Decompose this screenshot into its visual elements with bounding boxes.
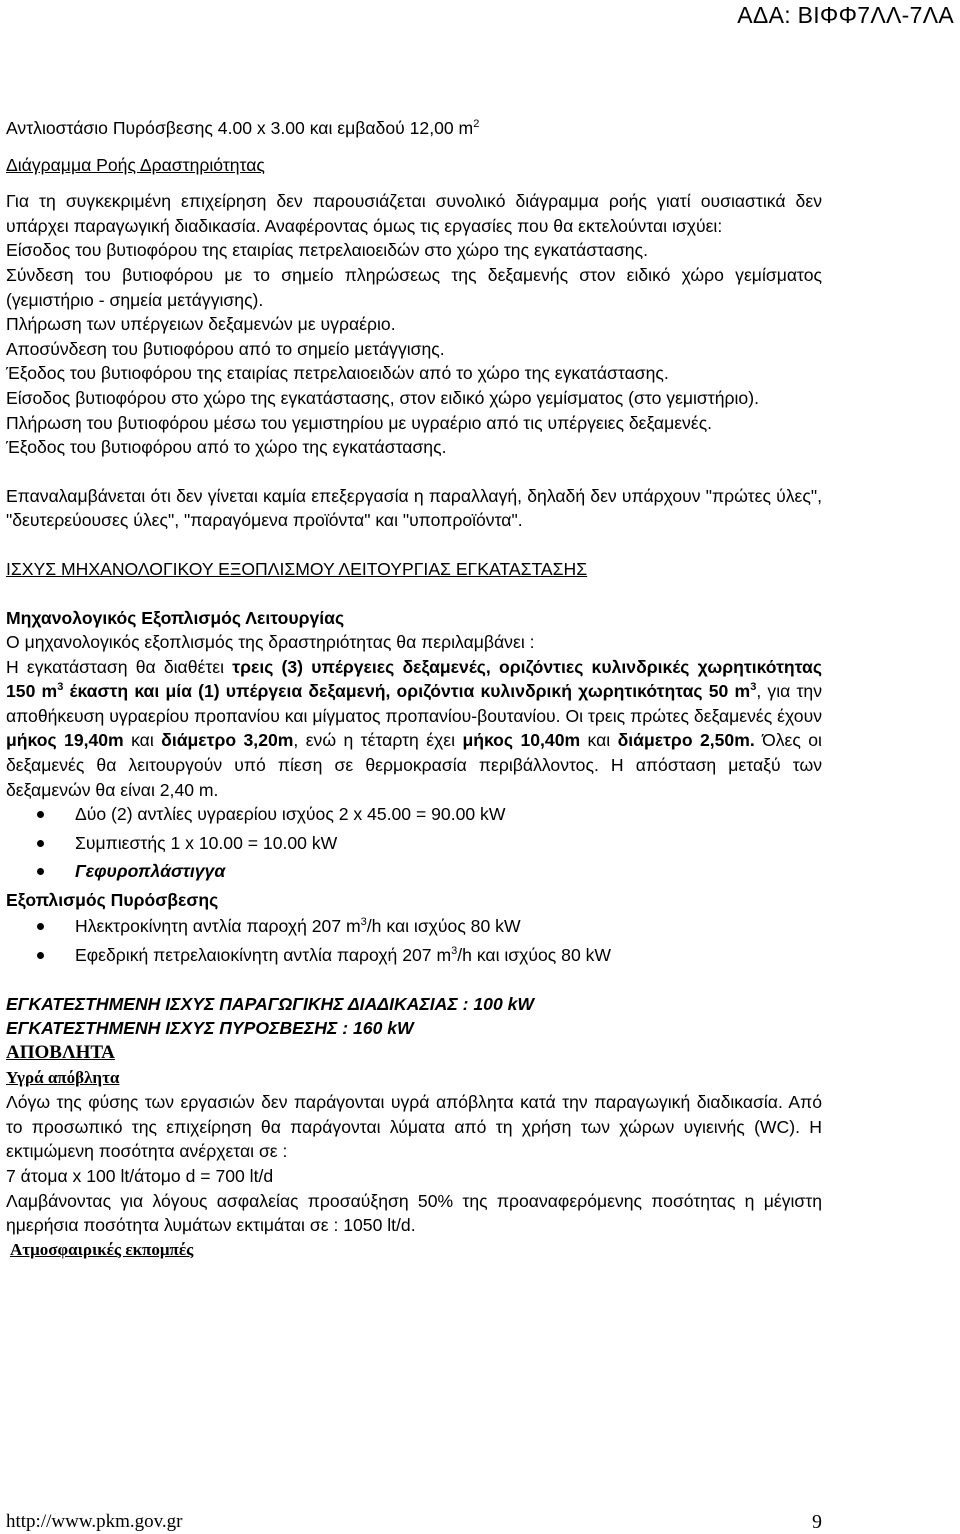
flow-step: Πλήρωση του βυτιοφόρου μέσω του γεμιστηρίου με υγραέριο από τις υπέργειες δεξαμενές. [6,412,713,433]
no-processing-paragraph: Επαναλαμβάνεται ότι δεν γίνεται καμία επεξεργασία η παραλλαγή, δηλαδή δεν υπάρχουν "πρώτες ύλες", "δευτερεύουσες ύλες", "παραγόμενα προϊόντα" και "υποπροϊόντα". [6,485,822,531]
flow-step: Είσοδος του βυτιοφόρου της εταιρίας πετρελαιοειδών στο χώρο της εγκατάστασης. [6,240,648,261]
tanks-paragraph: Η εγκατάσταση θα διαθέτει τρεις (3) υπέργειες δεξαμενές, οριζόντιες κυλινδρικές χωρητικότητας 150 $m^3$ έκαστη και μία (1) υπέργεια δεξαμενή, οριζόντια κυλινδρική χωρητικότητας 50 $m^3$, για την αποθήκευση υγραερίου προπανίου και μίγματος προπανίου-βουτανίου. Οι τρεις πρώτες δεξαμενές έχουν μήκος 19,40m και διάμετρο 3,20m, ενώ η τέταρτη έχει μήκος 10,40m και διάμετρο 2,50m. Όλες οι δεξαμενές θα λειτουργούν υπό πίεση σε θερμοκρασία περιβάλλοντος. Η απόσταση μεταξύ των δεξαμενών θα είναι 2,40 m. [6,656,822,800]
equipment-title: Μηχανολογικός Εξοπλισμός Λειτουργίας [6,607,345,628]
air-emissions-title: Ατμοσφαιρικές εκπομπές [10,1239,194,1259]
installed-power-production: ΕΓΚΑΤΕΣΤΗΜΕΝΗ ΙΣΧΥΣ ΠΑΡΑΓΩΓΙΚΗΣ ΔΙΑΔΙΚΑΣΙΑΣ : 100 kW [6,993,535,1014]
flow-step: Έξοδος του βυτιοφόρου της εταιρίας πετρελαιοειδών από το χώρο της εγκατάστασης. [6,363,669,384]
list-item: Δύο (2) αντλίες υγραερίου ισχύος 2 x 45.00 = 90.00 kW [6,802,822,827]
equipment-list [6,802,822,884]
waste-calculation: 7 άτομα x 100 lt/άτομο d = 700 lt/d [6,1165,274,1186]
list-item: Γεφυροπλάστιγγα [6,859,822,884]
list-item: Συμπιεστής 1 x 10.00 = 10.00 kW [6,831,822,856]
installed-power-fire: ΕΓΚΑΤΕΣΤΗΜΕΝΗ ΙΣΧΥΣ ΠΥΡΟΣΒΕΣΗΣ : 160 kW [6,1018,414,1039]
footer-url: http://www.pkm.gov.gr [6,1511,183,1532]
equipment-intro: Ο μηχανολογικός εξοπλισμός της δραστηριότητας θα περιλαμβάνει : [6,632,535,653]
flow-step: Αποσύνδεση του βυτιοφόρου από το σημείο μετάγγισης. [6,338,445,359]
page-number: 9 [812,1511,822,1533]
flow-step: Έξοδος του βυτιοφόρου από το χώρο της εγκατάστασης. [6,437,447,458]
flow-step: Πλήρωση των υπέργειων δεξαμενών με υγραέριο. [6,314,396,335]
fire-equipment-list [6,914,822,968]
flow-paragraph: Για τη συγκεκριμένη επιχείρηση δεν παρουσιάζεται συνολικό διάγραμμα ροής γιατί ουσιαστικά δεν υπάρχει παραγωγική διαδικασία. Αναφέροντας όμως τις εργασίες που θα εκτελούνται ισχύει: [6,191,822,236]
liquid-waste-paragraph: Λόγω της φύσης των εργασιών δεν παράγονται υγρά απόβλητα κατά την παραγωγική διαδικασία. Από το προσωπικό της επιχείρηση θα παράγονται λύματα από τη χρήση των χώρων υγιεινής (WC). Η εκτιμώμενη ποσότητα ανέρχεται σε : [6,1092,822,1162]
waste-heading: ΑΠΟΒΛΗΤΑ [6,1042,115,1063]
list-item: Εφεδρική πετρελαιοκίνητη αντλία παροχή 207 $m^3/h$ και ισχύος 80 kW [6,943,822,968]
flow-step: Είσοδος βυτιοφόρου στο χώρο της εγκατάστασης, στον ειδικό χώρο γεμίσματος (στο γεμιστήριο). [6,387,759,408]
fire-equipment-title: Εξοπλισμός Πυρόσβεσης [6,890,219,911]
page-body [6,116,822,1262]
list-item: Ηλεκτροκίνητη αντλία παροχή 207 $m^3/h$ και ισχύος 80 kW [6,914,822,939]
safety-margin-paragraph: Λαμβάνοντας για λόγους ασφαλείας προσαύξηση 50% της προαναφερόμενης ποσότητας η μέγιστη ημερήσια ποσότητα λυμάτων εκτιμάται σε : 1050 lt/d. [6,1190,822,1236]
flow-diagram-title: Διάγραμμα Ροής Δραστηριότητας [6,154,265,175]
power-heading: ΙΣΧΥΣ ΜΗΧΑΝΟΛΟΓΙΚΟΥ ΕΞΟΠΛΙΣΜΟΥ ΛΕΙΤΟΥΡΓΙΑΣ ΕΓΚΑΤΑΣΤΑΣΗΣ [6,558,588,579]
liquid-waste-title: Υγρά απόβλητα [6,1067,120,1087]
pump-station-line: Αντλιοστάσιο Πυρόσβεσης 4.00 x 3.00 και εμβαδού 12,00 $m^2$ [6,118,480,138]
flow-step: Σύνδεση του βυτιοφόρου με το σημείο πληρώσεως της δεξαμενής στον ειδικό χώρο γεμίσματος (γεμιστήριο - σημεία μετάγγισης). [6,264,822,310]
document-code: ΑΔΑ: ΒΙΦΦ7ΛΛ-7ΛΑ [737,2,954,28]
